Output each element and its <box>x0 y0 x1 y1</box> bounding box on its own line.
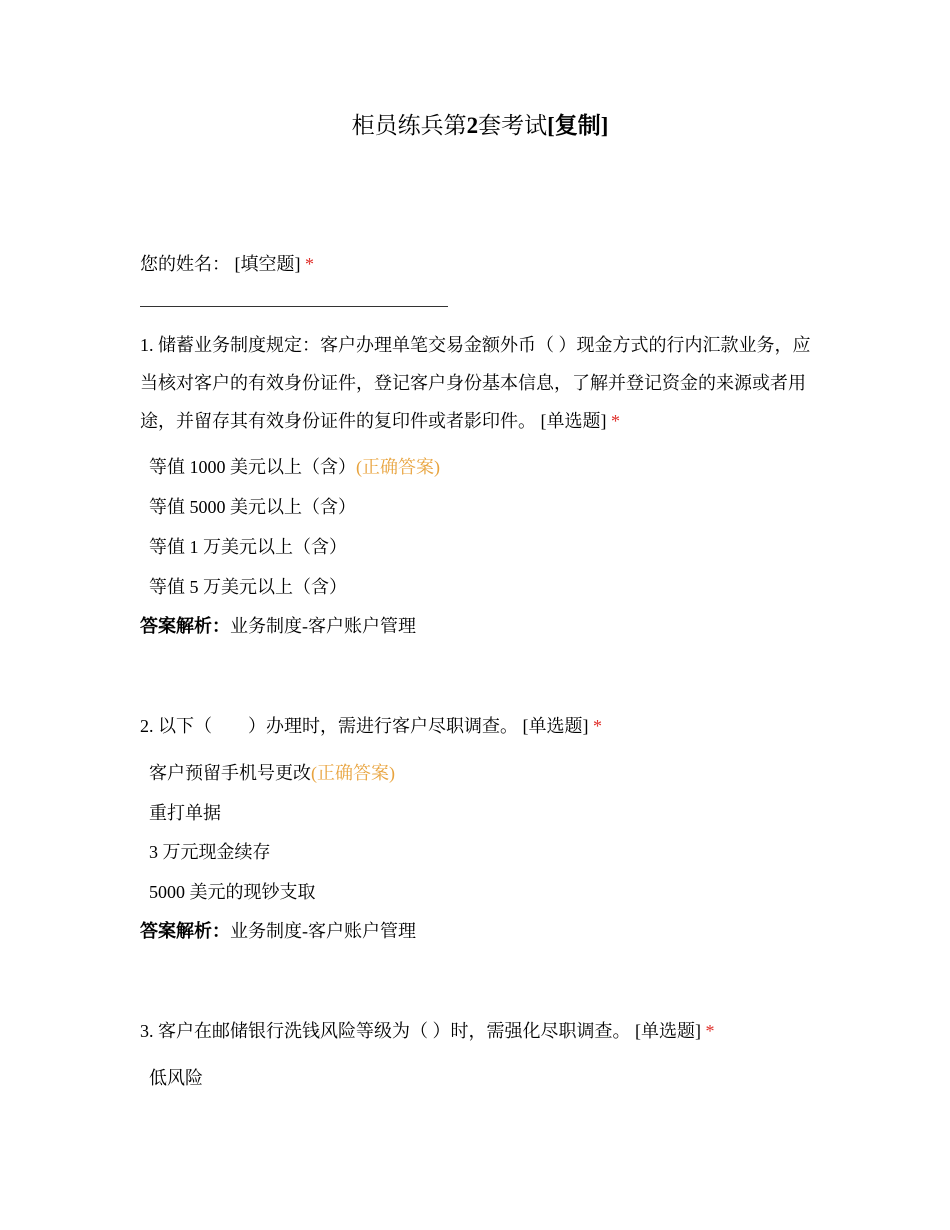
question-1-analysis <box>140 614 416 638</box>
option-label: 重打单据 <box>149 803 221 823</box>
correct-answer-badge: (正确答案) <box>356 457 440 477</box>
question-3-text: 3. 客户在邮储银行洗钱风险等级为（ ）时，需强化尽职调查。 <box>140 1021 631 1041</box>
required-mark: * <box>593 716 602 736</box>
question-1-option-4[interactable] <box>149 575 347 599</box>
title-tag: [复制] <box>547 113 609 138</box>
option-label: 等值 1000 美元以上（含） <box>149 457 356 477</box>
question-2-text: 2. 以下（ ）办理时，需进行客户尽职调查。 <box>140 716 518 736</box>
title-prefix: 柜员练兵第 <box>351 113 467 138</box>
option-label: 5000 美元的现钞支取 <box>149 882 316 902</box>
question-2-option-2[interactable] <box>149 801 221 825</box>
option-label: 低风险 <box>149 1068 203 1088</box>
question-1-option-1[interactable] <box>149 455 440 479</box>
page-title <box>0 110 950 142</box>
question-2-analysis <box>140 919 416 943</box>
question-1-option-3[interactable] <box>149 535 347 559</box>
question-3-type: [单选题] <box>635 1021 701 1041</box>
question-1-type: [单选题] <box>540 411 607 431</box>
name-label: 您的姓名： <box>140 254 230 274</box>
question-1-option-2[interactable] <box>149 495 356 519</box>
analysis-text: 业务制度-客户账户管理 <box>230 921 416 941</box>
option-label: 3 万元现金续存 <box>149 842 271 862</box>
required-mark: * <box>305 254 314 274</box>
title-suffix: 套考试 <box>478 113 548 138</box>
correct-answer-badge: (正确答案) <box>311 763 395 783</box>
required-mark: * <box>705 1021 715 1041</box>
question-2-option-3[interactable] <box>149 840 271 864</box>
question-2-option-1[interactable] <box>149 761 395 785</box>
question-1 <box>140 326 820 440</box>
question-2 <box>140 707 820 745</box>
option-label: 等值 5 万美元以上（含） <box>149 577 347 597</box>
title-number: 2 <box>466 113 479 138</box>
name-question-type: [填空题] <box>234 254 301 274</box>
question-1-text: 1. 储蓄业务制度规定：客户办理单笔交易金额外币（ ）现金方式的行内汇款业务，应当核对客户的有效身份证件，登记客户身份基本信息，了解并登记资金的来源或者用途，并留存其有效身份证件的复印件或者影印件。 <box>140 335 811 431</box>
analysis-label: 答案解析： <box>140 616 230 636</box>
name-input-line[interactable] <box>140 306 448 307</box>
question-2-option-4[interactable] <box>149 880 316 904</box>
question-2-type: [单选题] <box>522 716 589 736</box>
option-label: 等值 1 万美元以上（含） <box>149 537 347 557</box>
question-3 <box>140 1012 820 1050</box>
analysis-text: 业务制度-客户账户管理 <box>230 616 416 636</box>
question-3-option-1[interactable] <box>149 1066 203 1090</box>
name-question <box>140 245 820 283</box>
analysis-label: 答案解析： <box>140 921 230 941</box>
option-label: 客户预留手机号更改 <box>149 763 311 783</box>
required-mark: * <box>611 411 620 431</box>
option-label: 等值 5000 美元以上（含） <box>149 497 356 517</box>
